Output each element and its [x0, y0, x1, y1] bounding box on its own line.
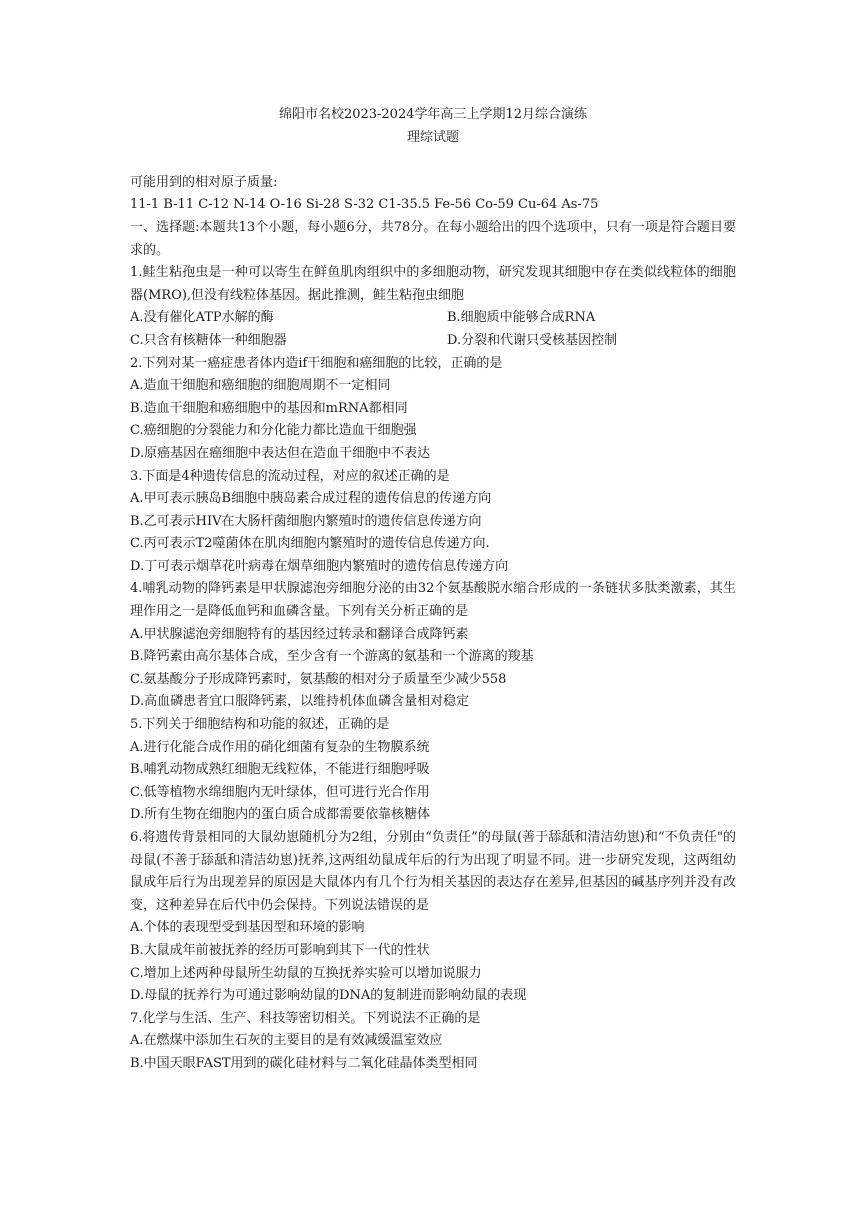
question-6-stem: 6.将遗传背景相同的大鼠幼崽随机分为2组，分别由“负责任”的母鼠(善于舔舐和清洁幼崽)和“不负责任"的母鼠(不善于舔舐和清洁幼崽)抚养,这两组幼鼠成年后的行为出现了明显不同。进一步研究发现，这两组幼鼠成年后行为出现差异的原因是大鼠体内有几个行为相关基因的表达存在差异,但基因的碱基序列并没有改变，这种差异在后代中仍会保持。下列说法错误的是	[130, 830, 736, 913]
question-2-option-b: B.造血干细胞和癌细胞中的基因和mRNA都相同	[130, 400, 408, 416]
question-4-option-d: D.高血磷患者宜口服降钙素，以维持机体血磷含量相对稳定	[130, 694, 470, 710]
atomic-mass-values: 11-1 B-11 C-12 N-14 O-16 Si-28 S-32 C1-35.5 Fe-56 Co-59 Cu-64 As-75	[130, 197, 599, 213]
question-5-option-d: D.所有生物在细胞内的蛋白质合成都需要依靠核糖体	[130, 807, 431, 823]
question-2-option-a: A.造血干细胞和癌细胞的细胞周期不一定相同	[130, 378, 391, 394]
question-3-option-a: A.甲可表示胰岛B细胞中胰岛素合成过程的遗传信息的传递方向	[130, 491, 492, 507]
section-instruction: 一、选择题:本题共13个小题，每小题6分，共78分。在每小题给出的四个选项中，只有一项是符合题目要求的。	[130, 219, 736, 258]
atomic-mass-label: 可能用到的相对原子质量:	[130, 174, 278, 190]
question-6-option-b: B.大鼠成年前被抚养的经历可影响到其下一代的性状	[130, 942, 430, 958]
question-4-option-b: B.降钙素由高尔基体合成，至少含有一个游离的氨基和一个游离的羧基	[130, 649, 534, 665]
question-2-option-c: C.癌细胞的分裂能力和分化能力都比造血干细胞强	[130, 423, 417, 439]
exam-title: 绵阳市名校2023-2024学年高三上学期12月综合演练	[278, 107, 588, 122]
question-1-options-row-1	[130, 307, 736, 330]
exam-page	[130, 104, 736, 1076]
question-3-option-c: C.丙可表示T2噬菌体在肌肉细胞内繁殖时的遗传信息传递方向.	[130, 536, 490, 552]
question-5-option-b: B.哺乳动物成熟红细胞无线粒体，不能进行细胞呼吸	[130, 762, 430, 778]
question-1-options-row-2	[130, 330, 736, 353]
question-7-option-a: A.在燃煤中添加生石灰的主要目的是有效减缓温室效应	[130, 1033, 443, 1049]
question-7-stem: 7.化学与生活、生产、科技等密切相关。下列说法不正确的是	[130, 1010, 481, 1026]
question-1-option-a: A.没有催化ATP水解的酶	[130, 310, 274, 326]
question-1-option-b: B.细胞质中能够合成RNA	[447, 310, 596, 326]
question-5-option-c: C.低等植物水绵细胞内无叶绿体，但可进行光合作用	[130, 784, 430, 800]
question-4-option-a: A.甲状腺滤泡旁细胞特有的基因经过转录和翻译合成降钙素	[130, 626, 469, 642]
question-6-option-d: D.母鼠的抚养行为可通过影响幼鼠的DNA的复制进而影响幼鼠的表现	[130, 988, 527, 1004]
question-3-option-b: B.乙可表示HIV在大肠杆菌细胞内繁殖时的遗传信息传递方向	[130, 513, 482, 529]
question-6-option-a: A.个体的表现型受到基因型和环境的影响	[130, 920, 365, 936]
question-3-option-d: D.丁可表示烟草花叶病毒在烟草细胞内繁殖时的遗传信息传递方向	[130, 558, 509, 574]
question-3-stem: 3.下面是4种遗传信息的流动过程，对应的叙述正确的是	[130, 468, 450, 484]
question-1-option-c: C.只含有核糖体一种细胞器	[130, 332, 287, 348]
question-5-option-a: A.进行化能合成作用的硝化细菌有复杂的生物膜系统	[130, 739, 430, 755]
question-2-stem: 2.下列对某一癌症患者体内造if干细胞和癌细胞的比较，正确的是	[130, 355, 503, 371]
question-2-option-d: D.原癌基因在癌细胞中表达但在造血干细胞中不表达	[130, 445, 431, 461]
spacer	[130, 149, 736, 172]
question-1-option-d: D.分裂和代谢只受核基因控制	[447, 332, 618, 348]
question-7-option-b: B.中国天眼FAST用到的碳化硅材料与二氧化硅晶体类型相同	[130, 1055, 478, 1071]
question-4-option-c: C.氨基酸分子形成降钙素时，氨基酸的相对分子质量至少减少558	[130, 671, 507, 687]
question-1-stem: 1.鲑生粘孢虫是一种可以寄生在鲜鱼肌肉组织中的多细胞动物，研究发现其细胞中存在类似线粒体的细胞器(MRO),但没有线粒体基因。据此推测，鲑生粘孢虫细胞	[130, 265, 736, 303]
question-6-option-c: C.增加上述两种母鼠所生幼鼠的互换抚养实验可以增加说服力	[130, 965, 482, 981]
question-4-stem: 4.哺乳动物的降钙素是甲状腺滤泡旁细胞分泌的由32个氨基酸脱水缩合形成的一条链状多肽类激素，其生理作用之一是降低血钙和血磷含量。下列有关分析正确的是	[130, 581, 736, 620]
question-5-stem: 5.下列关于细胞结构和功能的叙述，正确的是	[130, 717, 390, 733]
exam-subtitle: 理综试题	[406, 129, 459, 145]
